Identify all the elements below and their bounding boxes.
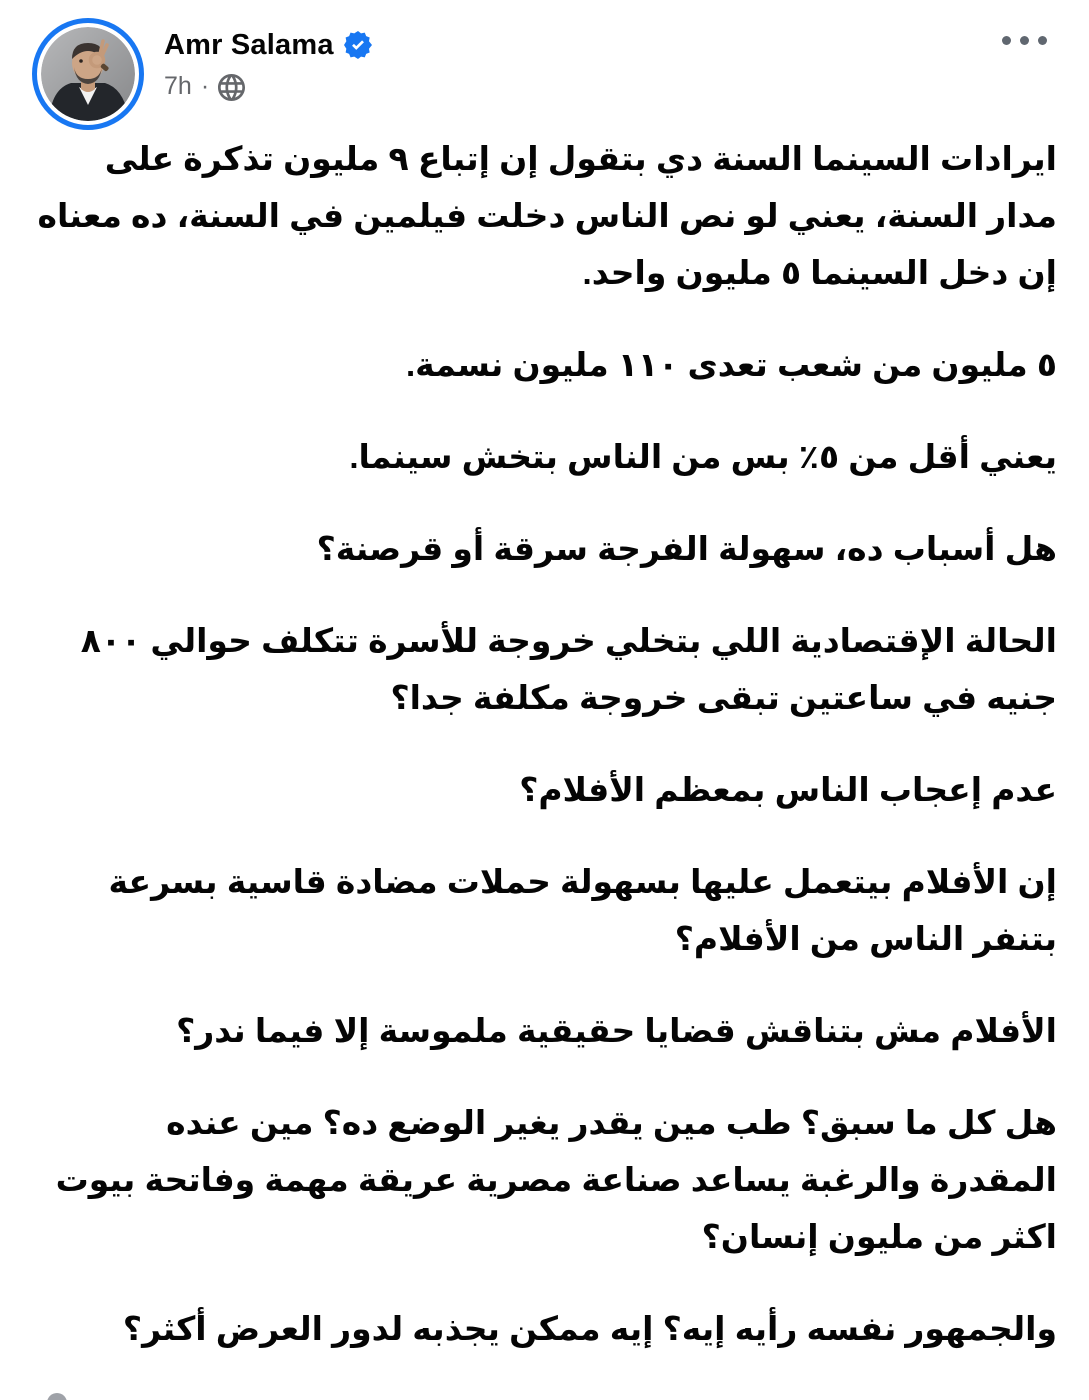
post-meta [164, 71, 372, 101]
header-text [164, 18, 372, 101]
post-paragraph: عدم إعجاب الناس بمعظم الأفلام؟ [519, 771, 1057, 808]
post-paragraph: هل أسباب ده، سهولة الفرجة سرقة أو قرصنة؟ [316, 530, 1057, 567]
avatar[interactable] [32, 18, 144, 130]
post-paragraph: هل كل ما سبق؟ طب مين يقدر يغير الوضع ده؟ مين عنده المقدرة والرغبة يساعد صناعة مصرية عريقة مهمة وفاتحة بيوت اكثر من مليون إنسان؟ [55, 1104, 1057, 1255]
post-text [0, 122, 1089, 1357]
post-header [0, 0, 1089, 122]
post-options-menu-icon[interactable] [996, 30, 1053, 51]
post-paragraph: يعني أقل من ٥٪ بس من الناس بتخش سينما. [349, 438, 1057, 475]
post-paragraph: الحالة الإقتصادية اللي بتخلي خروجة للأسرة تتكلف حوالي ٨٠٠ جنيه في ساعتين تبقى خروجة مكلفة جدا؟ [80, 622, 1057, 716]
post-paragraph: الأفلام مش بتناقش قضايا حقيقية ملموسة إلا فيما ندر؟ [176, 1012, 1057, 1049]
post-paragraph: والجمهور نفسه رأيه إيه؟ إيه ممكن يجذبه لدور العرض أكثر؟ [122, 1310, 1057, 1347]
author-name[interactable]: Amr Salama [164, 29, 334, 61]
post-paragraph: إن الأفلام بيتعمل عليها بسهولة حملات مضادة قاسية بسرعة بتنفر الناس من الأفلام؟ [108, 863, 1057, 957]
post-paragraph: ايرادات السينما السنة دي بتقول إن إتباع ٩ مليون تذكرة على مدار السنة، يعني لو نص الناس دخلت فيلمين في السنة، ده معناه إن دخل السينما ٥ مليون واحد. [37, 140, 1057, 291]
meta-separator: · [200, 72, 210, 100]
timestamp[interactable]: 7h [164, 72, 192, 100]
avatar-photo [41, 27, 135, 121]
reaction-icon-partial [47, 1393, 67, 1400]
verified-badge-icon [344, 31, 372, 59]
post-paragraph: ٥ مليون من شعب تعدى ١١٠ مليون نسمة. [406, 346, 1057, 383]
globe-public-icon [218, 74, 245, 101]
